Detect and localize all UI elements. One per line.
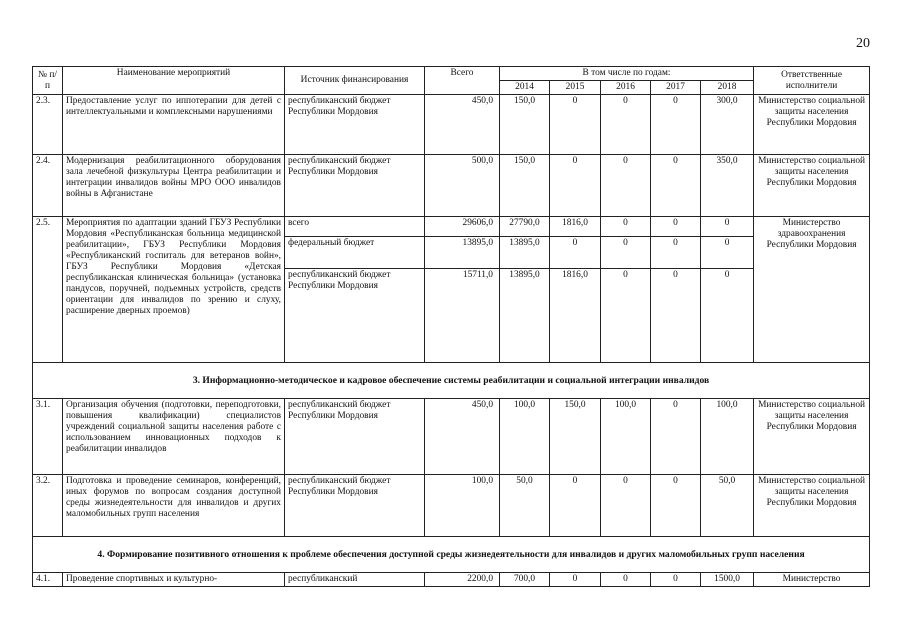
row-2015: 150,0 [550,399,601,475]
row-2014: 150,0 [500,155,550,217]
program-table [32,66,870,587]
row-source: республиканский бюджет Республики Мордовия [285,269,425,363]
row-2017: 0 [651,399,701,475]
row-2015: 0 [550,155,601,217]
row-name: Организация обучения (подготовки, переподготовки, повышения квалификации) специалистов учреждений социальной защиты населения работе с использованием инновационных подходов к реабилитации инвалидов [63,399,285,475]
row-source: федеральный бюджет [285,237,425,269]
row-2018: 0 [701,217,754,237]
row-responsible: Министерство [754,573,870,587]
header-by-years: В том числе по годам: [500,67,754,81]
row-2017: 0 [651,155,701,217]
header-source: Источник финансирования [285,67,425,95]
row-total: 2200,0 [425,573,500,587]
row-source: республиканский бюджет Республики Мордовия [285,155,425,217]
row-2017: 0 [651,217,701,237]
row-2018: 300,0 [701,95,754,155]
section-title: 3. Информационно-методическое и кадровое обеспечение системы реабилитации и социальной интеграции инвалидов [33,363,870,399]
row-source: республиканский бюджет Республики Мордовия [285,475,425,537]
row-responsible: Министерство социальной защиты населения Республики Мордовия [754,399,870,475]
header-year: 2016 [601,81,651,95]
row-2015: 0 [550,573,601,587]
row-responsible: Министерство социальной защиты населения Республики Мордовия [754,155,870,217]
row-2016: 0 [601,217,651,237]
table-row [33,155,870,217]
row-2014: 700,0 [500,573,550,587]
header-year: 2017 [651,81,701,95]
row-2015: 0 [550,95,601,155]
row-2016: 0 [601,155,651,217]
section-title: 4. Формирование позитивного отношения к проблеме обеспечения доступной среды жизнедеятельности для инвалидов и других маломобильных групп населения [33,537,870,573]
row-2018: 0 [701,269,754,363]
row-responsible: Министерство социальной защиты населения Республики Мордовия [754,475,870,537]
row-source: всего [285,217,425,237]
row-num: 3.2. [33,475,63,537]
row-2018: 100,0 [701,399,754,475]
row-2014: 50,0 [500,475,550,537]
row-2016: 0 [601,269,651,363]
row-total: 15711,0 [425,269,500,363]
row-2014: 13895,0 [500,269,550,363]
row-2017: 0 [651,475,701,537]
row-name: Проведение спортивных и культурно- [63,573,285,587]
row-total: 100,0 [425,475,500,537]
row-responsible: Министерство социальной защиты населения Республики Мордовия [754,95,870,155]
section-row [33,363,870,399]
row-total: 13895,0 [425,237,500,269]
row-2017: 0 [651,95,701,155]
page-number: 20 [856,36,870,51]
row-2014: 150,0 [500,95,550,155]
row-2017: 0 [651,237,701,269]
row-source: республиканский бюджет Республики Мордовия [285,95,425,155]
row-source: республиканский [285,573,425,587]
table-row [33,573,870,587]
row-name: Мероприятия по адаптации зданий ГБУЗ Республики Мордовия «Республиканская больница медицинской реабилитации», ГБУЗ Республики Мордовия «Республиканский госпиталь для ветеранов войн», ГБУЗ Республики Мордовия «Детская республиканская клиническая больница» (установка пандусов, поручней, подъемных устройств, средств ориентации для инвалидов по зрению и слуху, расширение дверных проемов) [63,217,285,363]
row-2017: 0 [651,269,701,363]
header-num: № п/п [33,67,63,95]
row-2015: 0 [550,475,601,537]
row-total: 450,0 [425,399,500,475]
section-row [33,537,870,573]
row-2016: 0 [601,237,651,269]
row-name: Модернизация реабилитационного оборудования зала лечебной физкультуры Центра реабилитации и интеграции инвалидов войны МРО ООО инвалидов войны в Афганистане [63,155,285,217]
header-year: 2014 [500,81,550,95]
row-num: 3.1. [33,399,63,475]
row-num: 2.3. [33,95,63,155]
row-num: 2.5. [33,217,63,363]
header-total: Всего [425,67,500,95]
row-2016: 0 [601,475,651,537]
row-2018: 350,0 [701,155,754,217]
row-2015: 0 [550,237,601,269]
row-total: 29606,0 [425,217,500,237]
row-2018: 50,0 [701,475,754,537]
table-row [33,95,870,155]
row-2018: 1500,0 [701,573,754,587]
row-2015: 1816,0 [550,217,601,237]
header-year: 2015 [550,81,601,95]
row-total: 500,0 [425,155,500,217]
row-responsible: Министерство здравоохранения Республики Мордовия [754,217,870,363]
row-2015: 1816,0 [550,269,601,363]
row-name: Подготовка и проведение семинаров, конференций, иных форумов по вопросам создания доступной среды жизнедеятельности для инвалидов и других маломобильных групп населения [63,475,285,537]
row-2014: 100,0 [500,399,550,475]
header-year: 2018 [701,81,754,95]
row-2014: 27790,0 [500,217,550,237]
header-name: Наименование мероприятий [63,67,285,95]
header-responsible: Ответственные исполнители [754,67,870,95]
row-total: 450,0 [425,95,500,155]
table-row [33,217,870,237]
table-row [33,399,870,475]
row-2016: 0 [601,573,651,587]
row-source: республиканский бюджет Республики Мордовия [285,399,425,475]
row-2018: 0 [701,237,754,269]
row-name: Предоставление услуг по иппотерапии для детей с интеллектуальными и комплексными нарушениями [63,95,285,155]
row-num: 4.1. [33,573,63,587]
row-2017: 0 [651,573,701,587]
row-num: 2.4. [33,155,63,217]
row-2016: 100,0 [601,399,651,475]
row-2014: 13895,0 [500,237,550,269]
table-row [33,475,870,537]
row-2016: 0 [601,95,651,155]
